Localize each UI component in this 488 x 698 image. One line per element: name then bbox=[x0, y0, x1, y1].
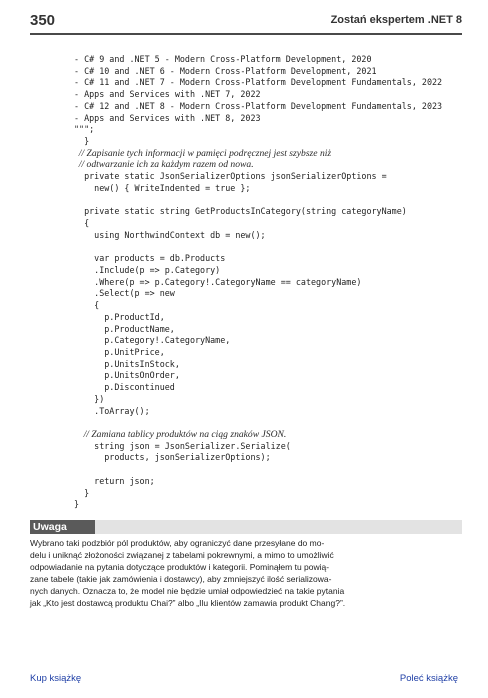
code-line: p.ProductId, bbox=[74, 311, 165, 322]
code-line: .ToArray(); bbox=[74, 405, 150, 416]
code-line: - C# 11 and .NET 7 - Modern Cross-Platform Development Fundamentals, 2022 bbox=[74, 77, 443, 88]
code-comment-line: // odtwarzanie ich za każdym razem od nowa. bbox=[74, 159, 254, 171]
code-line: private static JsonSerializerOptions jsonSerializerOptions = bbox=[74, 171, 387, 182]
code-comment-line: // Zamiana tablicy produktów na ciąg znaków JSON. bbox=[74, 429, 287, 440]
code-line: p.Category!.CategoryName, bbox=[74, 335, 231, 346]
code-line: private static string GetProductsInCategory(string categoryName) bbox=[74, 206, 407, 217]
code-line: } bbox=[74, 136, 90, 147]
code-line: }) bbox=[74, 393, 105, 404]
note-text-line: odpowiadanie na pytania dotyczące produktów i kategorii. Pominąłem tu powią- bbox=[30, 562, 330, 572]
code-line: - Apps and Services with .NET 8, 2023 bbox=[74, 112, 261, 123]
code-line: { bbox=[74, 300, 100, 311]
code-line: .Include(p => p.Category) bbox=[74, 264, 221, 275]
header-divider bbox=[30, 33, 462, 35]
code-line: } bbox=[74, 487, 90, 498]
note-text-line: zane tabele (takie jak zamówienia i dostawcy), aby zmniejszyć ilość serializowa- bbox=[30, 574, 332, 584]
note-text-line: Wybrano taki podzbiór pól produktów, aby ograniczyć dane przesyłane do mo- bbox=[30, 538, 325, 548]
code-line: p.ProductName, bbox=[74, 323, 175, 334]
code-listing bbox=[74, 54, 454, 511]
running-title: Zostań ekspertem .NET 8 bbox=[330, 14, 462, 26]
code-line: - C# 12 and .NET 8 - Modern Cross-Platform Development Fundamentals, 2023 bbox=[74, 100, 443, 111]
recommend-book-link[interactable]: Poleć książkę bbox=[399, 673, 458, 684]
code-line bbox=[74, 195, 454, 207]
code-line: } bbox=[74, 499, 80, 510]
code-line: p.UnitsOnOrder, bbox=[74, 370, 180, 381]
note-title: Uwaga bbox=[30, 520, 95, 534]
code-line: return json; bbox=[74, 475, 155, 486]
code-comment-line: // Zapisanie tych informacji w pamięci podręcznej jest szybsze niż bbox=[74, 147, 332, 159]
code-line: p.Discontinued bbox=[74, 382, 175, 393]
code-line: using NorthwindContext db = new(); bbox=[74, 229, 266, 240]
code-line bbox=[74, 242, 454, 254]
note-text-line: nych danych. Oznacza to, że model nie będzie umiał odpowiedzieć na takie pytania bbox=[30, 586, 345, 596]
code-line bbox=[74, 464, 454, 476]
code-line: new() { WriteIndented = true }; bbox=[74, 182, 251, 193]
code-line bbox=[74, 417, 454, 429]
code-line: .Where(p => p.Category!.CategoryName == categoryName) bbox=[74, 276, 362, 287]
code-line: p.UnitPrice, bbox=[74, 346, 165, 357]
code-line: .Select(p => new bbox=[74, 288, 175, 299]
page-number: 350 bbox=[30, 12, 56, 29]
code-line: p.UnitsInStock, bbox=[74, 358, 180, 369]
page-header bbox=[30, 12, 462, 34]
code-line: products, jsonSerializerOptions); bbox=[74, 452, 271, 463]
code-line: - C# 9 and .NET 5 - Modern Cross-Platform Development, 2020 bbox=[74, 54, 372, 64]
code-line: var products = db.Products bbox=[74, 253, 226, 264]
code-line: { bbox=[74, 218, 90, 229]
buy-book-link[interactable]: Kup książkę bbox=[30, 673, 82, 684]
code-line: - C# 10 and .NET 6 - Modern Cross-Platform Development, 2021 bbox=[74, 65, 377, 76]
note-body bbox=[30, 537, 462, 609]
code-line: string json = JsonSerializer.Serialize( bbox=[74, 440, 291, 451]
code-line: """; bbox=[74, 124, 95, 135]
code-line: - Apps and Services with .NET 7, 2022 bbox=[74, 89, 261, 100]
note-text-line: delu i uniknąć złożoności związanej z tabelami pokrewnymi, a mimo to umożliwić bbox=[30, 550, 334, 560]
note-text-line: jak „Kto jest dostawcą produktu Chai?” albo „Ilu klientów zamawia produkt Chang?”. bbox=[30, 598, 346, 608]
